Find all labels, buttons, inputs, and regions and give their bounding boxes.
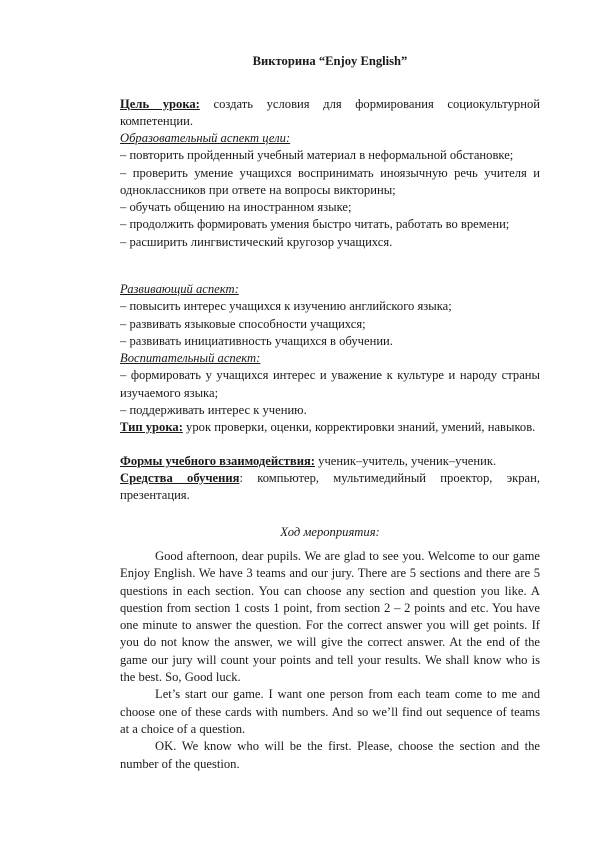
list-item: – формировать у учащихся интерес и уважение к культуре и народу страны изучаемого языка; <box>120 368 540 400</box>
lesson-type-label: Тип урока: <box>120 420 183 434</box>
list-item: – проверить умение учащихся воспринимать иноязычную речь учителя и одноклассников при ответе на вопросы викторины; <box>120 165 540 197</box>
paragraph: Good afternoon, dear pupils. We are glad to see you. Welcome to our game Enjoy English. We have 3 teams and our jury. There are 5 sections and there are 5 questions in each section. You can choose any section and question you like. A question from section 1 costs 1 point, from section 2 – 2 points and etc. You have one minute to answer the question. For the correct answer you will get points. If you do not know the answer, we will give the correct answer. At the end of the game our jury will count your points and tell your results. We shall know who is the best. So, Good luck. <box>120 549 540 685</box>
list-item: – развивать инициативность учащихся в обучении. <box>120 333 393 348</box>
course-heading: Ход мероприятия: <box>280 525 380 539</box>
aspect-education <box>120 130 540 251</box>
english-text <box>120 548 540 773</box>
lesson-type-text: урок проверки, оценки, корректировки знаний, умений, навыков. <box>182 420 536 434</box>
paragraph: OK. We know who will be the first. Please, choose the section and the number of the question. <box>120 739 540 771</box>
lesson-type <box>120 419 540 436</box>
forms-text: ученик–учитель, ученик–ученик. <box>315 454 497 468</box>
list-item: – повысить интерес учащихся к изучению английского языка; <box>120 299 452 314</box>
interaction-forms <box>120 453 540 470</box>
aspect-develop-label: Развивающий аспект: <box>120 282 239 296</box>
aspect-develop <box>120 281 540 350</box>
paragraph: Let’s start our game. I want one person from each team come to me and choose one of these cards with numbers. And so we’ll find out sequence of teams at a choice of a question. <box>120 687 540 736</box>
aspect-education-label: Образовательный аспект цели: <box>120 131 291 145</box>
document-title: Викторина “Enjoy English” <box>252 54 408 68</box>
lesson-goal <box>120 96 540 131</box>
goal-text: создать условия для формирования социокультурной компетенции. <box>120 97 540 129</box>
list-item: – развивать языковые способности учащихся; <box>120 316 366 331</box>
aspect-upbringing <box>120 350 540 419</box>
goal-label: Цель урока: <box>120 97 200 111</box>
list-item: – поддерживать интерес к учению. <box>120 402 307 417</box>
teaching-means <box>120 470 540 505</box>
forms-label: Формы учебного взаимодействия: <box>120 454 315 468</box>
means-text: : компьютер, мультимедийный проектор, экран, презентация. <box>120 471 540 503</box>
list-item: – продолжить формировать умения быстро читать, работать во времени; <box>120 217 510 232</box>
list-item: – обучать общению на иностранном языке; <box>120 200 352 215</box>
list-item: – расширить лингвистический кругозор учащихся. <box>120 234 393 249</box>
aspect-upbringing-label: Воспитательный аспект: <box>120 351 261 365</box>
list-item: – повторить пройденный учебный материал в неформальной обстановке; <box>120 148 514 163</box>
means-label: Средства обучения <box>120 471 240 485</box>
